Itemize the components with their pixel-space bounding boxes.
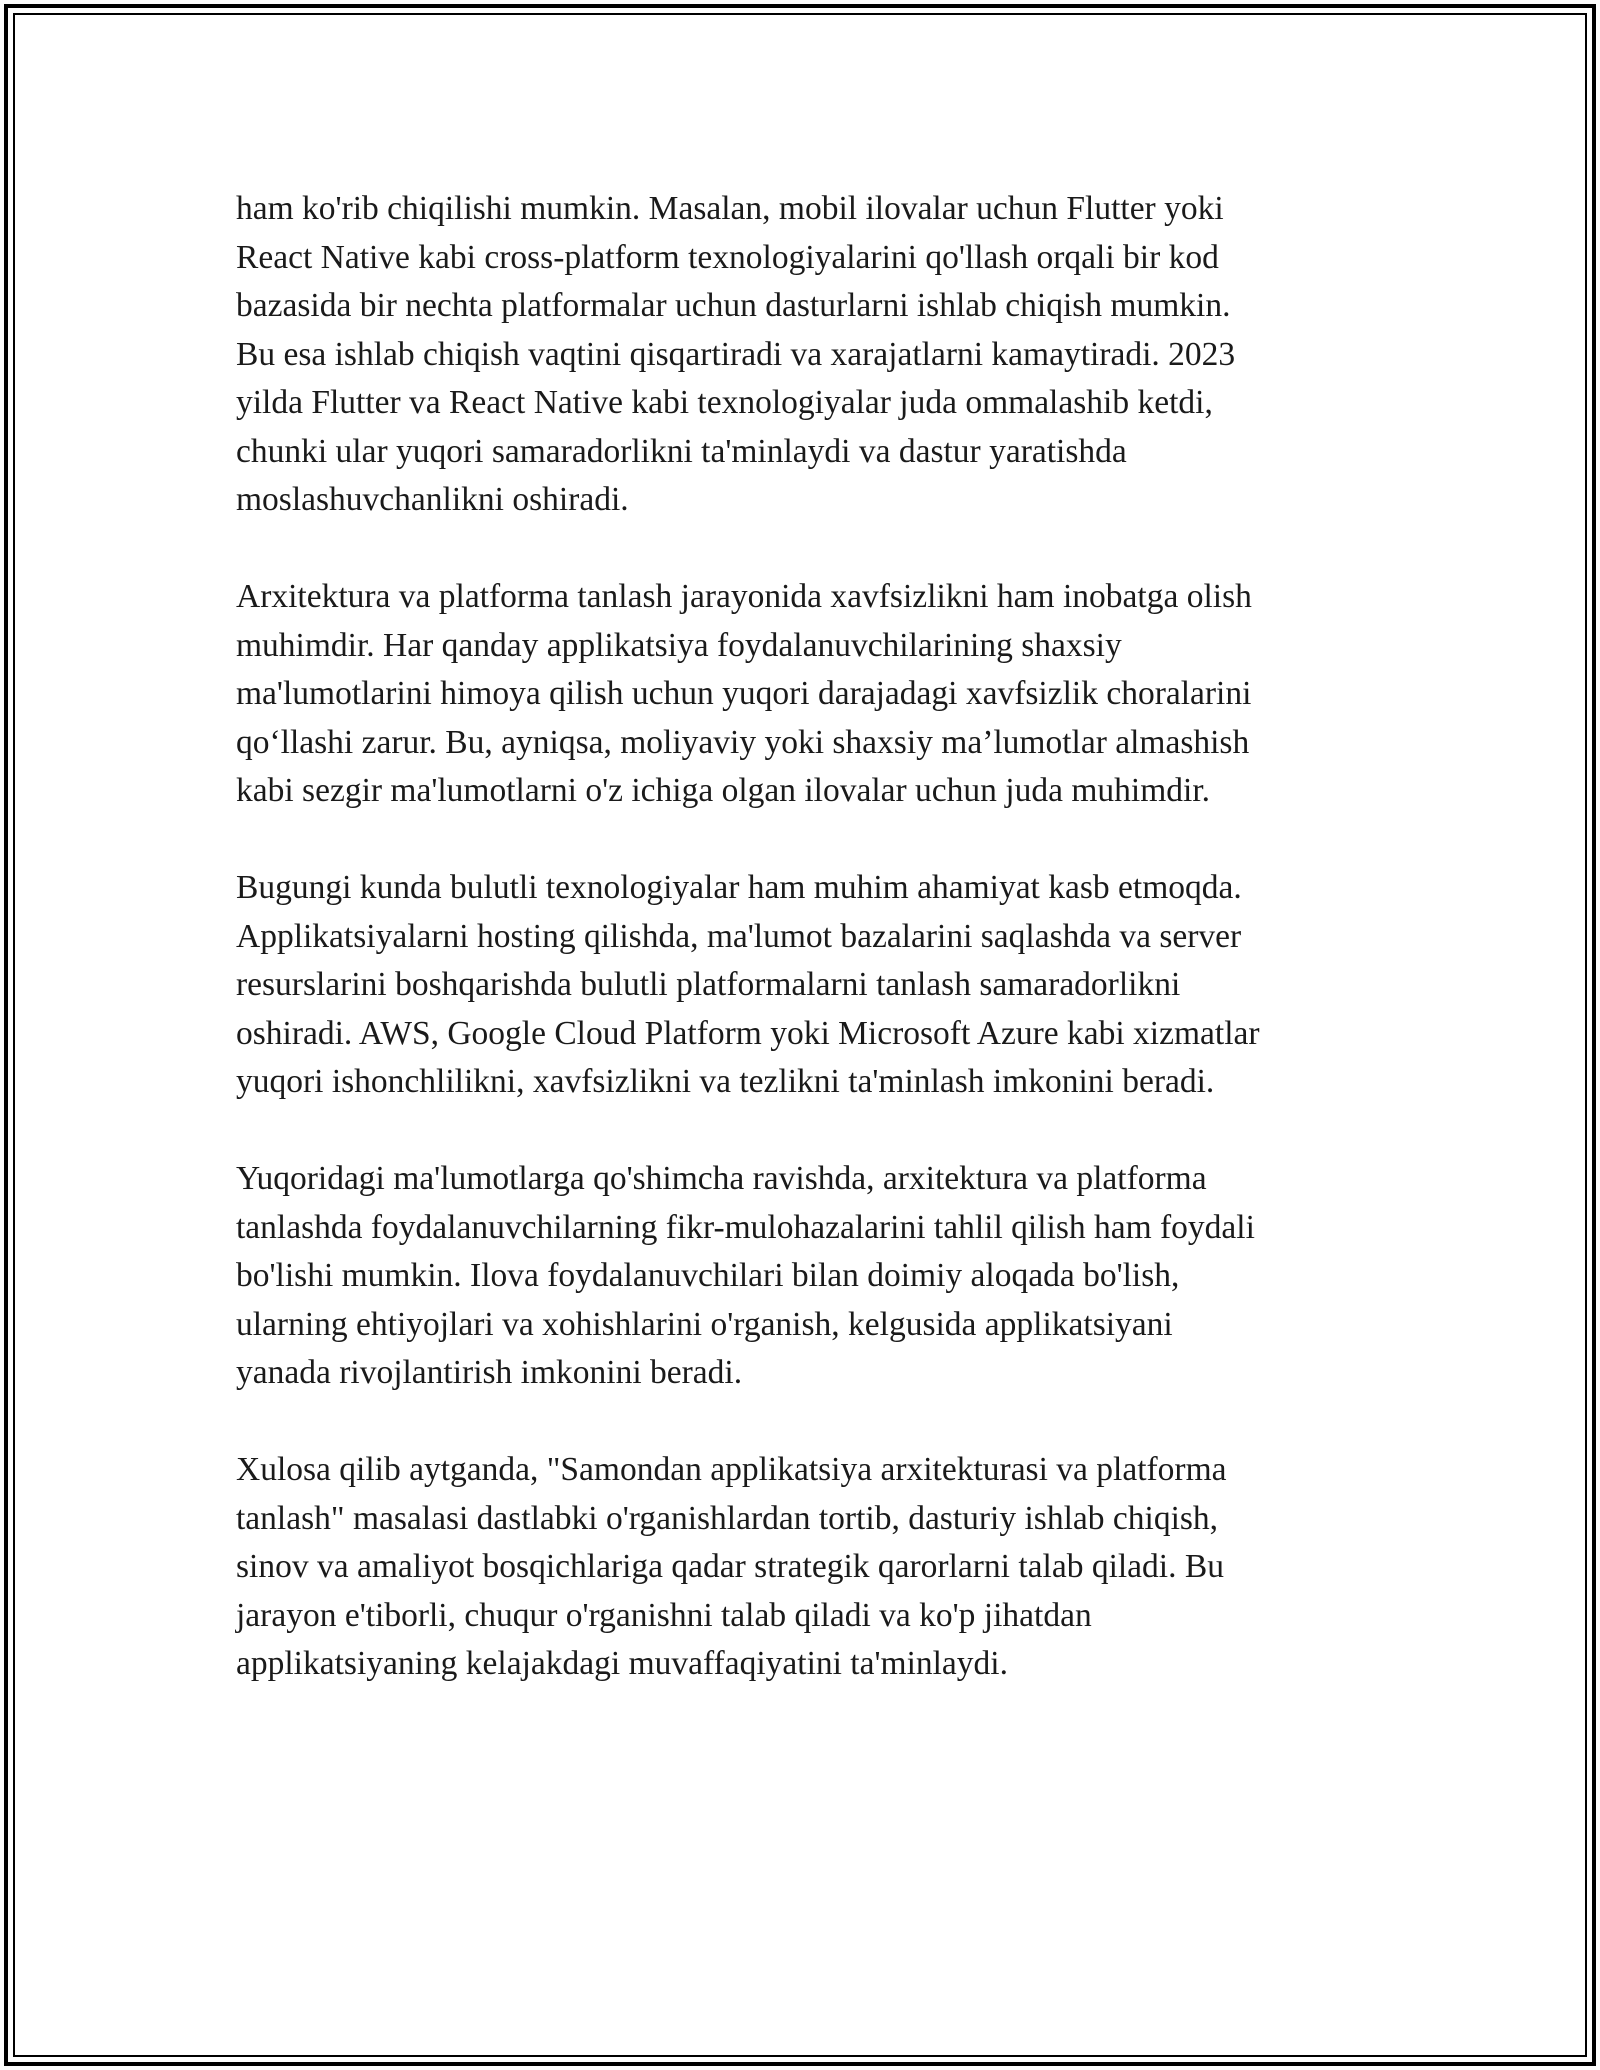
- paragraph-user-feedback: Yuqoridagi ma'lumotlarga qo'shimcha ravishda, arxitektura va platforma tanlashda foydalanuvchilarning fikr-mulohazalarini tahlil qilish ham foydali bo'lishi mumkin. Ilova foydalanuvchilari bilan doimiy aloqada bo'lish, ularning ehtiyojlari va xohishlarini o'rganish, kelgusida applikatsiyani yanada rivojlantirish imkonini beradi.: [236, 1160, 1255, 1391]
- paragraph-cloud: Bugungi kunda bulutli texnologiyalar ham muhim ahamiyat kasb etmoqda. Applikatsiyalarni hosting qilishda, ma'lumot bazalarini saqlashda va server resurslarini boshqarishda bulutli platformalarni tanlash samaradorlikni oshiradi. AWS, Google Cloud Platform yoki Microsoft Azure kabi xizmatlar yuqori ishonchlilikni, xavfsizlikni va tezlikni ta'minlash imkonini beradi.: [236, 869, 1260, 1100]
- paragraph-cross-platform: ham ko'rib chiqilishi mumkin. Masalan, mobil ilovalar uchun Flutter yoki React Native kabi cross-platform texnologiyalarini qo'llash orqali bir kod bazasida bir nechta platformalar uchun dasturlarni ishlab chiqish mumkin. Bu esa ishlab chiqish vaqtini qisqartiradi va xarajatlarni kamaytiradi. 2023 yilda Flutter va React Native kabi texnologiyalar juda ommalashib ketdi, chunki ular yuqori samaradorlikni ta'minlaydi va dastur yaratishda moslashuvchanlikni oshiradi.: [236, 190, 1236, 518]
- paragraph-security: Arxitektura va platforma tanlash jarayonida xavfsizlikni ham inobatga olish muhimdir. Har qanday applikatsiya foydalanuvchilarining shaxsiy ma'lumotlarini himoya qilish uchun yuqori darajadagi xavfsizlik choralarini qo‘llashi zarur. Bu, ayniqsa, moliyaviy yoki shaxsiy ma’lumotlar almashish kabi sezgir ma'lumotlarni o'z ichiga olgan ilovalar uchun juda muhimdir.: [236, 578, 1252, 809]
- paragraph-conclusion: Xulosa qilib aytganda, "Samondan applikatsiya arxitekturasi va platforma tanlash" masalasi dastlabki o'rganishlardan tortib, dasturiy ishlab chiqish, sinov va amaliyot bosqichlariga qadar strategik qarorlarni talab qiladi. Bu jarayon e'tiborli, chuqur o'rganishni talab qiladi va ko'p jihatdan applikatsiyaning kelajakdagi muvaffaqiyatini ta'minlaydi.: [236, 1451, 1227, 1682]
- document-body: [236, 185, 1396, 1737]
